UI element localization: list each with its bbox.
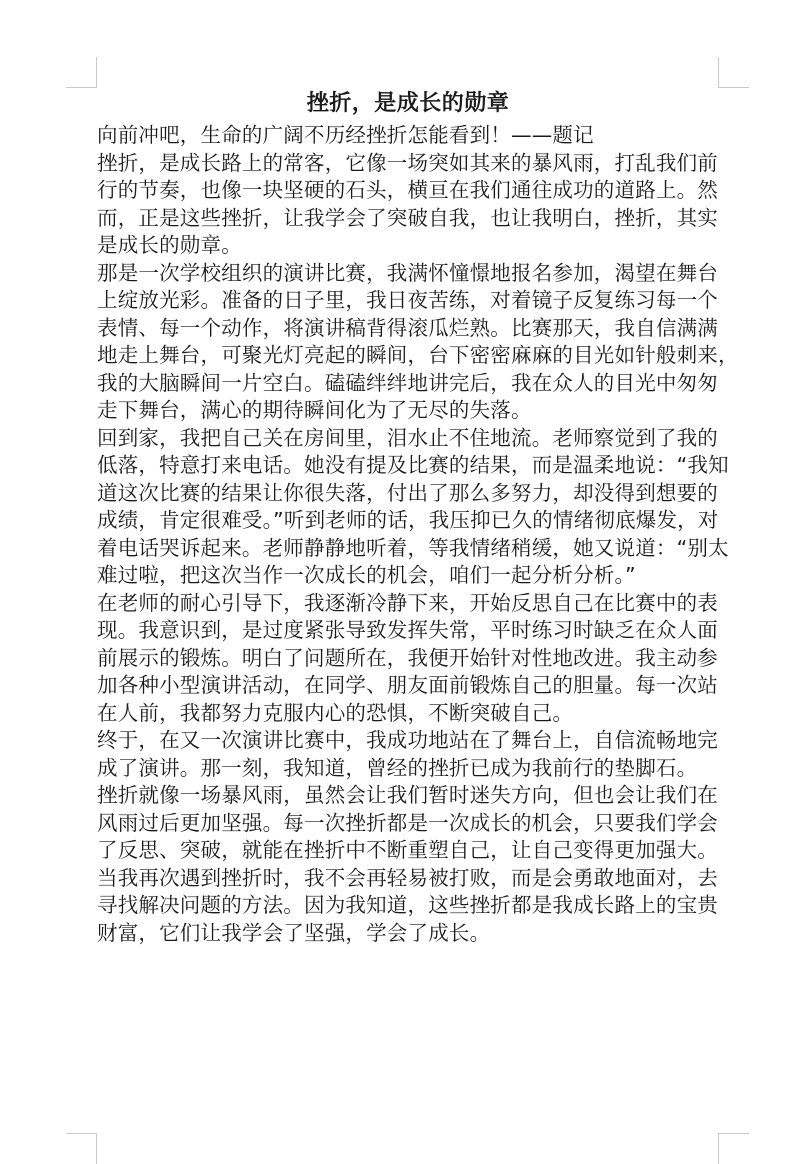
text-line: 成绩，肯定很难受。”听到老师的话，我压抑已久的情绪彻底爆发，对: [97, 508, 719, 532]
text-line: 我的大脑瞬间一片空白。磕磕绊绊地讲完后，我在众人的目光中匆匆: [97, 370, 718, 395]
text-line: 挫折就像一场暴风雨，虽然会让我们暂时迷失方向，但也会让我们在: [97, 783, 718, 807]
text-line: 是成长的勋章。: [97, 233, 242, 257]
text-line: 表情、每一个动作，将演讲稿背得滚瓜烂熟。比赛那天，我自信满满: [97, 315, 718, 340]
text-line: 那是一次学校组织的演讲比赛，我满怀憧憬地报名参加，渴望在舞台: [97, 260, 718, 285]
text-line: 成了演讲。那一刻，我知道，曾经的挫折已成为我前行的垫脚石。: [97, 755, 698, 780]
paragraph-1: [97, 150, 717, 260]
paragraph-2: [97, 260, 739, 425]
text-line: 寻找解决问题的方法。因为我知道，这些挫折都是我成长路上的宝贵: [97, 893, 718, 917]
margin-corner-mark-top-left: [66, 57, 97, 88]
document-body: [97, 122, 739, 947]
margin-corner-mark-bottom-left: [66, 1133, 97, 1164]
margin-corner-mark-top-right: [718, 57, 749, 88]
document-title: 挫折，是成长的勋章: [306, 91, 510, 116]
paragraph-5: [97, 727, 717, 782]
text-line: 前展示的锻炼。明白了问题所在，我便开始针对性地改进。我主动参: [97, 645, 718, 670]
text-line: 加各种小型演讲活动，在同学、朋友面前锻炼自己的胆量。每一次站: [97, 673, 718, 697]
text-line: 挫折，是成长路上的常客，它像一场突如其来的暴风雨，打乱我们前: [97, 150, 718, 175]
text-line: 现。我意识到，是过度紧张导致发挥失常，平时练习时缺乏在众人面: [97, 618, 718, 642]
text-line: 着电话哭诉起来。老师静静地听着，等我情绪稍缓，她又说道：“别太: [97, 535, 729, 560]
text-line: 而，正是这些挫折，让我学会了突破自我，也让我明白，挫折，其实: [97, 205, 718, 230]
text-line: 财富，它们让我学会了坚强，学会了成长。: [97, 920, 491, 945]
paragraph-4: [97, 590, 717, 728]
text-line: 当我再次遇到挫折时，我不会再轻易被打败，而是会勇敢地面对，去: [97, 865, 718, 890]
text-line: 终于，在又一次演讲比赛中，我成功地站在了舞台上，自信流畅地完: [97, 728, 718, 752]
text-line: 道这次比赛的结果让你很失落，付出了那么多努力，却没得到想要的: [97, 480, 718, 505]
text-line: 向前冲吧，生命的广阔不历经挫折怎能看到！——题记: [97, 123, 594, 147]
margin-corner-mark-bottom-right: [718, 1133, 749, 1164]
paragraph-3: [97, 425, 729, 590]
text-line: 回到家，我把自己关在房间里，泪水止不住地流。老师察觉到了我的: [97, 425, 718, 450]
text-line: 在老师的耐心引导下，我逐渐冷静下来，开始反思自己在比赛中的表: [97, 590, 718, 615]
text-line: 了反思、突破，就能在挫折中不断重塑自己，让自己变得更加强大。: [97, 838, 718, 862]
text-line: 地走上舞台，可聚光灯亮起的瞬间，台下密密麻麻的目光如针般刺来，: [97, 343, 739, 367]
paragraph-6: [97, 782, 717, 947]
text-line: 难过啦，把这次当作一次成长的机会，咱们一起分析分析。”: [97, 563, 636, 587]
text-line: 上绽放光彩。准备的日子里，我日夜苦练，对着镜子反复练习每一个: [97, 288, 718, 312]
text-line: 风雨过后更加坚强。每一次挫折都是一次成长的机会，只要我们学会: [97, 810, 718, 835]
text-line: 在人前，我都努力克服内心的恐惧，不断突破自己。: [97, 700, 574, 725]
text-line: 行的节奏，也像一块坚硬的石头，横亘在我们通往成功的道路上。然: [97, 178, 718, 202]
epigraph: [97, 122, 717, 150]
text-line: 低落，特意打来电话。她没有提及比赛的结果，而是温柔地说：“我知: [97, 453, 729, 477]
text-line: 走下舞台，满心的期待瞬间化为了无尽的失落。: [97, 398, 532, 422]
